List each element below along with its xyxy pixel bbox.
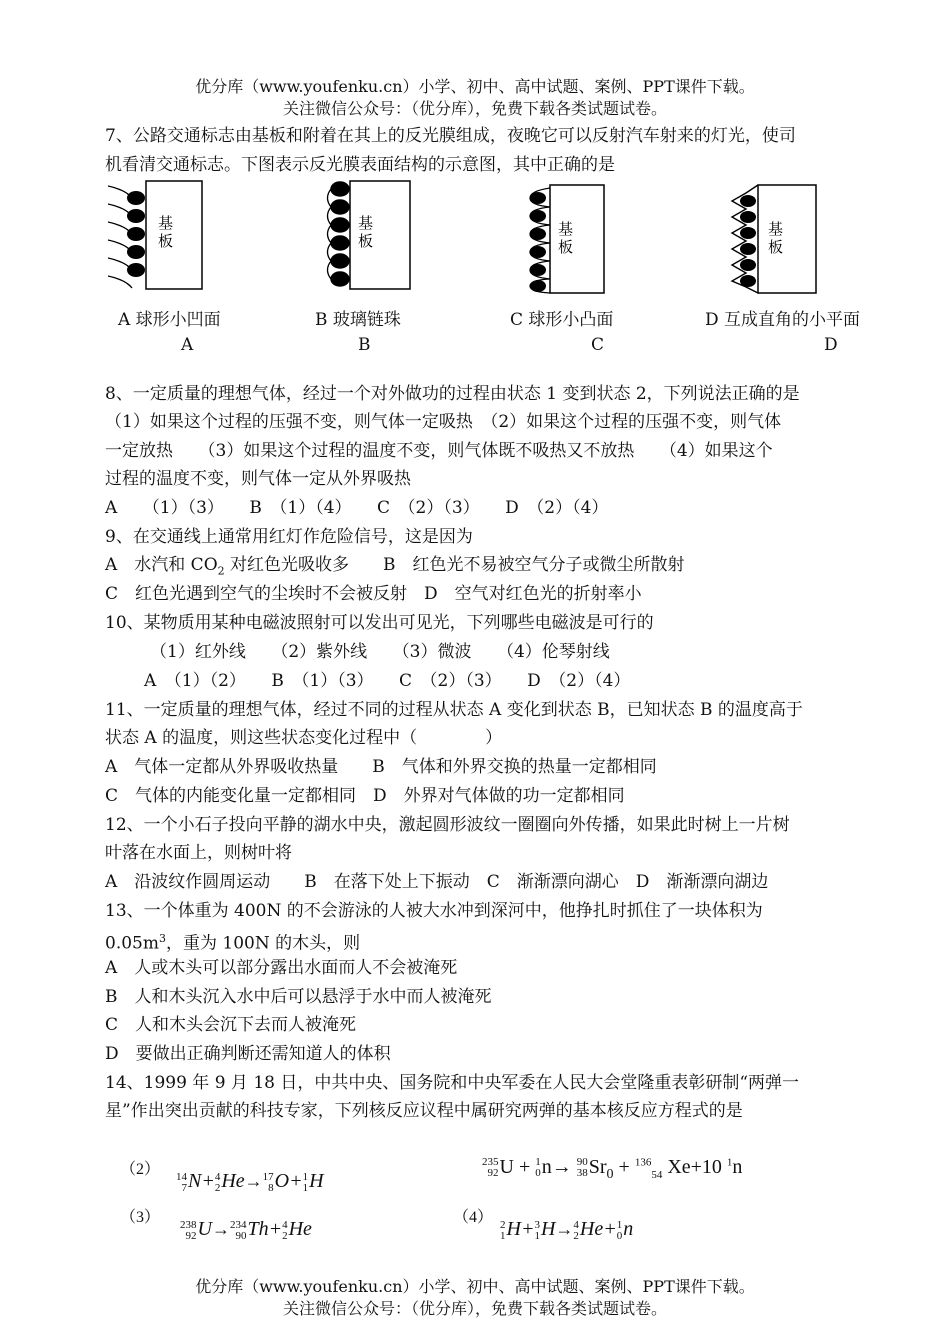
q13-line-1: 13、一个体重为 400N 的不会游泳的人被大水冲到深河中，他挣扎时抓住了一块体积为	[105, 901, 763, 921]
figure-a-letter: A	[181, 335, 194, 355]
q13-option-a: A 人或木头可以部分露出水面而人不会被淹死	[105, 958, 458, 978]
q13-option-c: C 人和木头会沉下去而人被淹死	[105, 1015, 357, 1035]
q8-line-1: 8、一定质量的理想气体，经过一个对外做功的过程由状态 1 变到状态 2，下列说法正确的是	[105, 384, 800, 404]
q14-equation-3: 238 92 U→ 234 90 Th+ 4 2 He	[180, 1218, 312, 1243]
header-line-2: 关注微信公众号：（优分库），免费下载各类试题试卷。	[282, 99, 667, 118]
substrate-plate-a	[146, 181, 202, 289]
figure-a-concave-diagram	[106, 178, 206, 294]
q14-line-2: 星”作出突出贡献的科技专家，下列核反应议程中属研究两弹的基本核反应方程式的是	[105, 1101, 743, 1121]
nuclide-he-3: 4 2	[282, 1219, 288, 1243]
figure-c-convex-diagram	[526, 178, 610, 298]
q10-options: A （1）（2） B （1）（3） C （2）（3） D （2）（4）	[144, 671, 631, 691]
plate-label-c-1: 基	[558, 220, 574, 238]
figure-b-caption: B 玻璃链珠	[315, 310, 401, 330]
q9-stem: 9、在交通线上通常用红灯作危险信号，这是因为	[105, 527, 473, 547]
plate-label-b-2: 板	[358, 232, 374, 250]
q10-items: （1）红外线 （2）紫外线 （3）微波 （4）伦琴射线	[150, 642, 610, 662]
plate-label-a-2: 板	[158, 232, 174, 250]
q12-options: A 沿波纹作圆周运动 B 在落下处上下振动 C 渐渐漂向湖心 D 渐渐漂向湖边	[105, 872, 769, 892]
q8-line-3: 一定放热 （3）如果这个过程的温度不变，则气体既不吸热又不放热 （4）如果这个	[105, 441, 773, 461]
q7-line-2: 机看清交通标志。下图表示反光膜表面结构的示意图，其中正确的是	[105, 155, 615, 175]
nuclide-o: 17 8	[262, 1171, 274, 1195]
q14-line-1: 14、1999 年 9 月 18 日，中共中央、国务院和中央军委在人民大会堂隆重表彰研制“两弹一	[105, 1073, 800, 1093]
q9-options-ab	[105, 553, 685, 583]
q13-option-b: B 人和木头沉入水中后可以悬浮于水中而人被淹死	[105, 987, 492, 1007]
figure-d-caption: D 互成直角的小平面	[705, 310, 861, 330]
nuclide-neutron-4: 1 0	[616, 1219, 623, 1243]
q9-options-cd: C 红色光遇到空气的尘埃时不会被反射 D 空气对红色光的折射率小	[105, 584, 642, 604]
q11-line-1: 11、一定质量的理想气体，经过不同的过程从状态 A 变化到状态 B，已知状态 B 的温度高于	[105, 700, 803, 720]
q11-options-cd: C 气体的内能变化量一定都相同 D 外界对气体做的功一定都相同	[105, 786, 625, 806]
nuclide-u235: 235 92	[482, 1156, 499, 1180]
q11-line-2: 状态 A 的温度，则这些状态变化过程中（ ）	[105, 728, 503, 748]
plate-label-d-1: 基	[768, 220, 784, 238]
q14-equation-fission: 235 92 U + 1 0 n→ 90 38 $Sr_0 + ^{136}_{54}$ Xe+10 $^1$n	[482, 1156, 743, 1182]
figure-d-letter: D	[824, 335, 838, 355]
nuclide-h: 1 1	[302, 1171, 309, 1195]
nuclide-neutron: 1 0	[535, 1156, 541, 1180]
q8-line-2: （1）如果这个过程的压强不变，则气体一定吸热 （2）如果这个过程的压强不变，则气体	[105, 412, 782, 432]
q14-label-4: （4）	[453, 1209, 494, 1226]
header-line-1: 优分库（www.youfenku.cn）小学、初中、高中试题、案例、PPT课件下载。	[195, 77, 755, 96]
q9-opt-a-pre: A 水汽和 CO	[105, 555, 218, 575]
footer-line-1: 优分库（www.youfenku.cn）小学、初中、高中试题、案例、PPT课件下载。	[195, 1277, 755, 1296]
plate-label-d-2: 板	[768, 238, 784, 256]
nuclide-n: 14 7	[176, 1171, 187, 1195]
q14-equation-2: 14 7 N+ 4 2 He→ 17 8 O+ 1 1 H	[176, 1170, 324, 1195]
q13-line-2-pre: 0.05m	[105, 933, 159, 954]
q12-line-2: 叶落在水面上，则树叶将	[105, 843, 292, 863]
q14-label-3: （3）	[120, 1209, 161, 1226]
nuclide-he: 4 2	[214, 1171, 221, 1195]
q9-opt-a-sub: 2	[217, 564, 225, 578]
q13-line-2	[105, 927, 360, 956]
figure-b-glass-beads-diagram	[318, 178, 418, 294]
substrate-plate-d	[758, 185, 816, 293]
nuclide-sr: 90 38	[576, 1156, 588, 1180]
plate-label-a-1: 基	[158, 214, 174, 232]
q8-options: A （1）（3） B （1）（4） C （2）（3） D （2）（4）	[105, 498, 609, 518]
q9-opt-a-post: 对红色光吸收多 B 红色光不易被空气分子或微尘所散射	[224, 555, 685, 575]
figure-b-letter: B	[358, 335, 371, 355]
q13-line-2-sup: 3	[158, 932, 166, 945]
nuclide-th: 234 90	[229, 1219, 247, 1243]
q13-line-2-post: ，重为 100N 的木头，则	[165, 933, 361, 954]
q8-line-4: 过程的温度不变，则气体一定从外界吸热	[105, 469, 411, 489]
q14-label-2: （2）	[120, 1161, 161, 1178]
q14-equation-4: 2 1 H+ 3 1 H→ 4 2 He+ 1 0 n	[500, 1218, 634, 1243]
figure-a-caption: A 球形小凹面	[118, 310, 221, 330]
q10-stem: 10、某物质用某种电磁波照射可以发出可见光，下列哪些电磁波是可行的	[105, 613, 654, 633]
figure-c-letter: C	[591, 335, 605, 355]
plate-label-b-1: 基	[358, 214, 374, 232]
nuclide-he-4: 4 2	[573, 1219, 579, 1243]
q11-options-ab: A 气体一定都从外界吸收热量 B 气体和外界交换的热量一定都相同	[105, 757, 657, 777]
footer-line-2: 关注微信公众号：（优分库），免费下载各类试题试卷。	[282, 1299, 667, 1318]
figure-c-caption: C 球形小凸面	[510, 310, 614, 330]
q13-option-d: D 要做出正确判断还需知道人的体积	[105, 1044, 391, 1064]
nuclide-h3: 3 1	[534, 1219, 540, 1243]
q12-line-1: 12、一个小石子投向平静的湖水中央，激起圆形波纹一圈圈向外传播，如果此时树上一片树	[105, 815, 790, 835]
nuclide-h2: 2 1	[500, 1219, 506, 1243]
q7-line-1: 7、公路交通标志由基板和附着在其上的反光膜组成，夜晚它可以反射汽车射来的灯光，使司	[105, 126, 796, 146]
nuclide-u238: 238 92	[180, 1219, 197, 1243]
plate-label-c-2: 板	[558, 238, 574, 256]
figure-d-right-angle-diagram	[726, 178, 820, 298]
